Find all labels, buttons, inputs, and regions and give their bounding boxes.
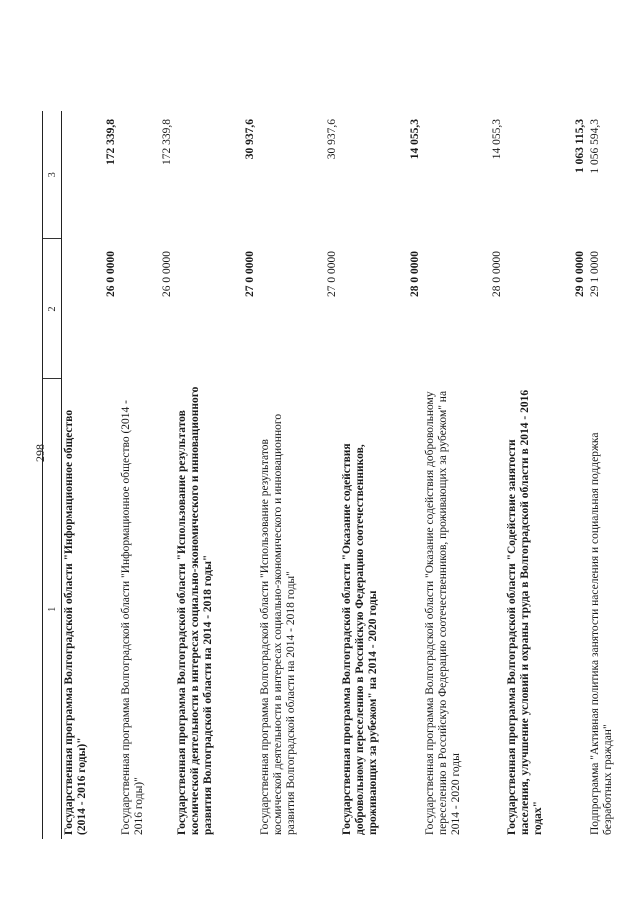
row-name: Государственная программа Волгоградской области "Использование результатов космической деятельности в интересах социально-экономического и инновационного развития Волгоградской области на 2014 - 2018 годы" <box>176 386 215 835</box>
row-amount: 172 339,8 <box>104 119 117 165</box>
row-name: Государственная программа Волгоградской области "Оказание содействия добровольному переселению в Российскую Федерацию соотечественников, проживающих за рубежом" на 2014 - 2020 годы <box>341 443 380 835</box>
row-amount: 1 056 594,3 <box>589 119 601 174</box>
row-name: Государственная программа Волгоградской области "Информационное общество (2014 - 2016 годы)" <box>63 409 88 835</box>
program-row <box>340 111 423 839</box>
row-code: 28 0 0000 <box>491 251 504 297</box>
row-amount: 14 055,3 <box>408 119 421 160</box>
budget-table <box>42 111 618 839</box>
table-body <box>43 111 619 839</box>
row-amount: 30 937,6 <box>326 119 339 160</box>
program-row <box>175 111 258 839</box>
row-amount: 30 937,6 <box>243 119 256 160</box>
column-header-1: 1 <box>43 379 62 839</box>
row-code: 29 0 0000 <box>574 251 586 297</box>
row-name: Государственная программа Волгоградской области "Информационное общество (2014 - 2016 годы)" <box>119 400 145 835</box>
row-code: 29 1 0000 <box>589 251 601 297</box>
row-code: 26 0 0000 <box>161 251 174 297</box>
row-code: 27 0 0000 <box>243 251 256 297</box>
subprogram-row <box>588 111 618 839</box>
program-row <box>62 111 119 839</box>
row-name: Государственная программа Волгоградской области "Использование результатов космической деятельности в интересах социально-экономического и инновационного развития Волгоградской области на 2014 - 2018 годы" <box>258 413 297 835</box>
subprogram-row <box>258 111 341 839</box>
subprogram-row <box>119 111 175 839</box>
row-name: Государственная программа Волгоградской области "Оказание содействия добровольному переселению в Российскую Федерацию соотечественников, проживающих за рубежом" на 2014 - 2020 годы <box>423 390 462 835</box>
column-header-2: 2 <box>43 239 62 379</box>
program-row <box>505 111 588 839</box>
row-code: 28 0 0000 <box>408 251 421 297</box>
row-code: 26 0 0000 <box>104 251 117 297</box>
row-amount: 14 055,3 <box>491 119 504 160</box>
row-amount: 1 063 115,3 <box>574 119 586 173</box>
row-amount: 172 339,8 <box>161 119 174 165</box>
row-name: Государственная программа Волгоградской области "Содействие занятости населения, улучшение условий и охраны труда в Волгоградской области в 2014 - 2016 годах" <box>506 389 545 835</box>
column-header-3: 3 <box>43 111 62 239</box>
subprogram-row <box>423 111 506 839</box>
row-code: 27 0 0000 <box>326 251 339 297</box>
page-number: 298 <box>33 444 47 462</box>
header-row <box>43 111 62 839</box>
row-name: Подпрограмма "Активная политика занятости населения и социальная поддержка безработных граждан" <box>589 432 614 835</box>
